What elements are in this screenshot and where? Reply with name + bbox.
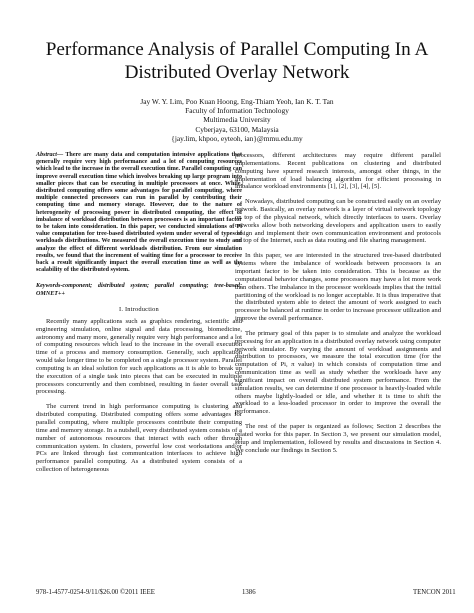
location: Cyberjaya, 63100, Malaysia (195, 124, 279, 134)
emails: {jay.lim, khpoo, eyteoh, ian}@mmu.edu.my (171, 133, 303, 143)
title-line-1: Performance Analysis of Parallel Computing In A (45, 39, 429, 60)
footer-conference: TENCON 2011 (413, 589, 456, 596)
footer-page-number: 1386 (242, 589, 256, 596)
affiliation: Faculty of Information Technology (185, 106, 289, 116)
university: Multimedia University (203, 115, 271, 125)
section-heading-introduction: I. Introduction (119, 305, 159, 313)
paper-title (0, 38, 474, 84)
author-block (0, 97, 474, 143)
author-names: Jay W. Y. Lim, Poo Kuan Hoong, Eng-Thiam Yeoh, Ian K. T. Tan (140, 97, 334, 106)
keywords: Keywords-component; distributed system; parallel computing; tree-based; OMNET++ (36, 283, 242, 297)
intro-paragraph-2: The current trend in high performance computing is clustering and distributed computing. Distributed computing offers some advantages for parallel computing, where multiple processors contribute their computing time and memory storage. In a nutshell, every distributed system consists of a number of autonomous resources that interact with each other through communication system. In clusters, powerful low cost workstations and/or PCs are linked through fast communication interfaces to achieve high performance parallel computing. As a distributed system consists of a collection of heterogeneous (36, 403, 242, 474)
intro-paragraph-1: Recently many applications such as graphics rendering, scientific and engineering simulation, online signal and data processing, biomedicine, astronomy and many more, generally require very high performance and a lot of computing resources which lead to the increase in the overall execution time of a process and memory consumption. Generally, such application would take longer time to be completed on a single processor system. Parallel computing is an ideal solution for such applications as it is able to break up the execution of a single task into pieces that can be executed in multiple processors concurrently and then combined, resulting in faster overall task processing. (36, 317, 242, 396)
right-column (235, 152, 441, 462)
footer-isbn: 978-1-4577-0254-9/11/$26.00 ©2011 IEEE (36, 589, 155, 596)
right-paragraph-5: The rest of the paper is organized as follows; Section 2 describes the related works for this paper. In Section 3, we present our simulation model, setup and implementation, followed by results and discussions in Section 4. We conclude our findings in Section 5. (235, 423, 441, 454)
abstract (36, 152, 242, 274)
abstract-text: — There are many data and computation intensive applications that generally require very high performance and a lot of computing resources which lead to the increase in the overall execution time. Parallel computing can improve overall execution time which involves breaking up large program into smaller pieces that can be executing in multiple processors at once. While, distributed computing offers some advantages for parallel computing, where multiple connected processors can run in parallel by contributing their computing time and memory storage. However, due to the nature of heterogeneity of processing power in distributed computing, the effect of imbalance of workload distribution between processors is an important factor to be taken into consideration. In this paper, we conducted simulations of Pi value computation for tree-based distributed system under several of types of workloads distributions. We measured the overall execution time to study and analyze the effect of different workloads distribution. From our simulation results, we found that the increment of waiting time for a processor to receive back a result significantly impact the overall execution time as well as the scalability of the distributed system. (36, 152, 242, 274)
title-line-2: Distributed Overlay Network (124, 62, 350, 83)
left-column (36, 152, 242, 481)
right-paragraph-3: In this paper, we are interested in the structured tree-based distributed systems where the imbalance of workloads between processors is an important factor to be taken into consideration. This is because as the computational behavior changes, some processors may have a lot more work than others. The imbalance in the processor workloads implies that the initial partitioning of the workload is no longer acceptable. It is thus imperative that the distributed system able to detect the amount of work assigned to each processor be balanced at runtime in order to increase processor utilization and improve the overall performance. (235, 252, 441, 323)
abstract-label: Abstract (36, 152, 57, 158)
right-paragraph-1: processors, different architectures may require different parallel implementations. Recent publications on clustering and distributed computing have spurred research interests, amongst other things, in the implementation of load balancing algorithm for efficient processing in imbalance workload environments [1], [2], [3], [4], [5]. (235, 152, 441, 191)
right-paragraph-4: The primary goal of this paper is to simulate and analyze the workload processing for an application in a distributed overlay network using computer network simulator. By varying the amount of workload assignments and distribution to processors, we measure the total execution time (for the computation of Pi, π value) in which consists of computation time and communication time as well as study whether the workloads have any significant impact on overall distributed system performance. From the simulation results, we can determine if one processor is heavily-loaded while others maybe lightly-loaded or idle, and whether it is time to shift the workload to a less-loaded processor in order to improve the overall the performance. (235, 329, 441, 416)
right-paragraph-2: Nowadays, distributed computing can be constructed easily on an overlay network. Basically, an overlay network is a layer of virtual network topology on top of the physical network, which directly interfaces to users. Overlay networks allow both networking developers and application users to easily design and implement their own communication environment and protocols on top of the Internet, such as data routing and file sharing management. (235, 198, 441, 245)
